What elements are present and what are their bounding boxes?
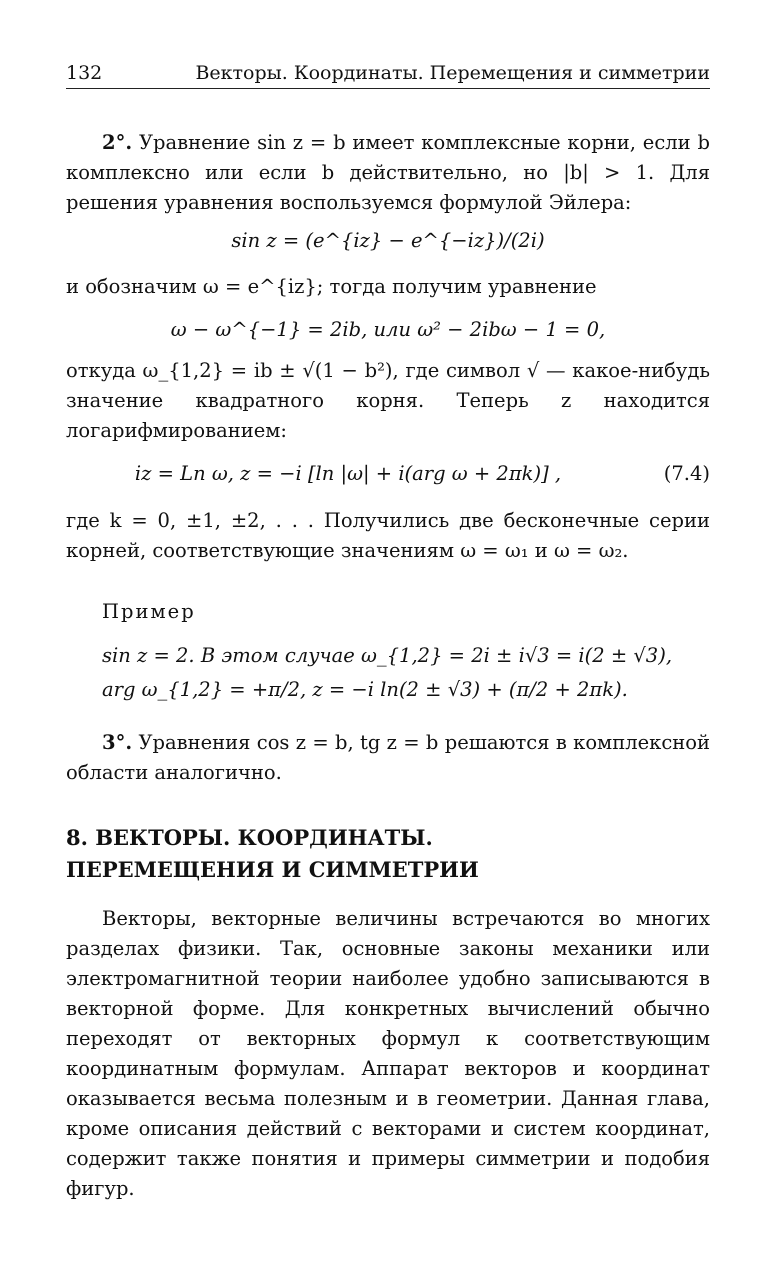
equation-euler: sin z = (e^{iz} − e^{−iz})/(2i) <box>231 229 545 252</box>
equation-number: (7.4) <box>663 462 710 485</box>
example-label: Пример <box>102 600 196 623</box>
equation-7-4 <box>66 462 710 492</box>
item-2-text: Уравнение sin z = b имеет комплексные корни, если b комплексно или если b действительно, но |b| > 1. Для решения уравнения воспользуемся формулой Эйлера: <box>66 131 710 214</box>
section-title-line-1: 8. ВЕКТОРЫ. КООРДИНАТЫ. <box>66 825 433 850</box>
text-roots: откуда ω_{1,2} = ib ± √(1 − b²), где символ √ — какое-нибудь значение квадратного корня. Теперь z находится логарифмированием: <box>66 359 710 442</box>
item-2-paragraph <box>66 128 710 218</box>
section-title-line-2: ПЕРЕМЕЩЕНИЯ И СИММЕТРИИ <box>66 857 479 882</box>
example-line-2: arg ω_{1,2} = +π/2, z = −i ln(2 ± √3) + (π/2 + 2πk). <box>102 678 628 701</box>
example-line-1: sin z = 2. В этом случае ω_{1,2} = 2i ± i√3 = i(2 ± √3), <box>102 644 673 667</box>
page-number: 132 <box>66 62 103 84</box>
running-title: Векторы. Координаты. Перемещения и симметрии <box>195 62 710 84</box>
item-3-text: Уравнения cos z = b, tg z = b решаются в комплексной области аналогично. <box>66 731 710 784</box>
running-header <box>66 58 710 89</box>
text-after-euler: и обозначим ω = e^{iz}; тогда получим уравнение <box>66 275 597 298</box>
intro-paragraph: Векторы, векторные величины встречаются во многих разделах физики. Так, основные законы механики или электромагнитной теории наиболее удобно записываются в векторной форме. Для конкретных вычислений обычно переходят от векторных формул к соответствующим координатным формулам. Аппарат векторов и координат оказывается весьма полезным и в геометрии. Данная глава, кроме описания действий с векторами и систем координат, содержит также понятия и примеры симметрии и подобия фигур. <box>66 907 710 1200</box>
equation-omega: ω − ω^{−1} = 2ib, или ω² − 2ibω − 1 = 0, <box>170 318 606 341</box>
item-3-marker: 3°. <box>102 731 133 754</box>
item-3-paragraph <box>66 728 710 788</box>
item-2-marker: 2°. <box>102 131 133 154</box>
text-series: где k = 0, ±1, ±2, . . . Получились две бесконечные серии корней, соответствующие значениям ω = ω₁ и ω = ω₂. <box>66 509 710 562</box>
section-title <box>66 822 479 886</box>
equation-7-4-formula: iz = Ln ω, z = −i [ln |ω| + i(arg ω + 2πk)] , <box>134 462 562 485</box>
